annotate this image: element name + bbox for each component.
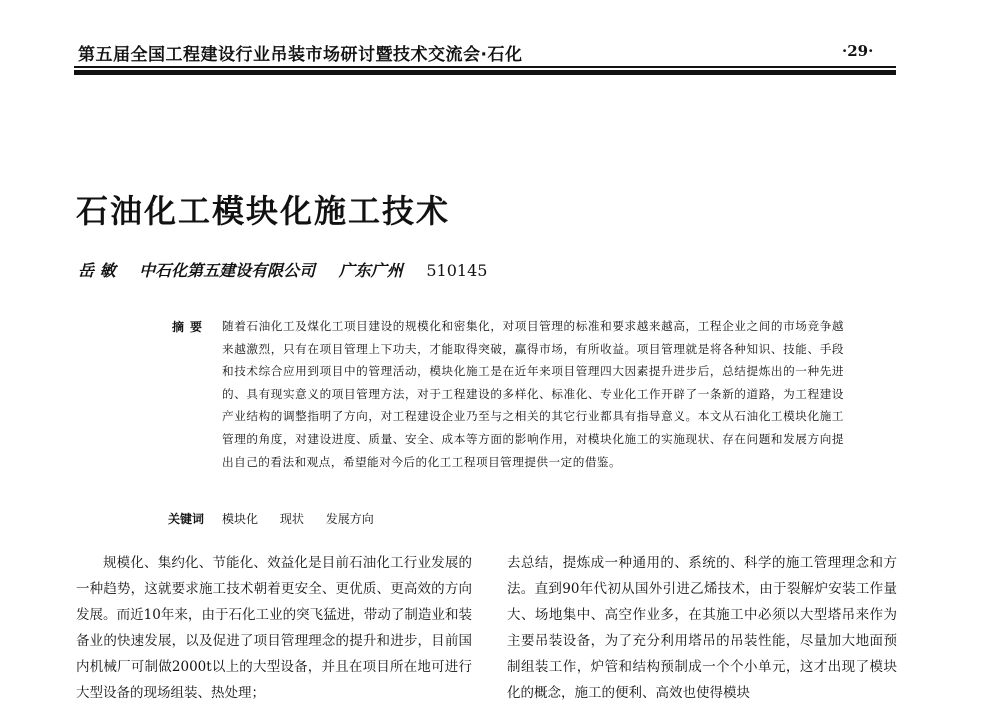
author-line — [78, 258, 505, 281]
page-number: ·29· — [842, 42, 874, 60]
keywords-label: 关键词 — [168, 512, 205, 526]
running-header: 第五届全国工程建设行业吊装市场研讨暨技术交流会·石化 — [78, 45, 523, 65]
author-affiliation: 中石化第五建设有限公司 — [139, 261, 316, 280]
keyword: 模块化 — [222, 512, 259, 526]
header-rule-thin — [74, 66, 896, 68]
abstract-text: 随着石油化工及煤化工项目建设的规模化和密集化，对项目管理的标准和要求越来越高，工程企业之间的市场竞争越来越激烈，只有在项目管理上下功夫，才能取得突破，赢得市场，有所收益。项目管理就是将各种知识、技能、手段和技术综合应用到项目中的管理活动，模块化施工是在近年来项目管理四大因素提升进步后，总结提炼出的一种先进的、具有现实意义的项目管理方法，对于工程建设的多样化、标准化、专业化工作开辟了一条新的道路，为工程建设产业结构的调整指明了方向，对工程建设企业乃至与之相关的其它行业都具有指导意义。本文从石油化工模块化施工管理的角度，对建设进度、质量、安全、成本等方面的影响作用，对模块化施工的实施现状、存在问题和发展方向提出自己的看法和观点，希望能对今后的化工工程项目管理提供一定的借鉴。 — [222, 319, 844, 469]
author-location: 广东广州 — [338, 261, 403, 280]
abstract-label: 摘要 — [172, 320, 209, 334]
keyword: 发展方向 — [325, 512, 374, 526]
keyword: 现状 — [279, 512, 304, 526]
body-left-column: 规模化、集约化、节能化、效益化是目前石油化工行业发展的一种趋势，这就要求施工技术朝着更安全、更优质、更高效的方向发展。而近10年来，由于石化工业的突飞猛进，带动了制造业和装备业的快速发展，以及促进了项目管理理念的提升和进步，目前国内机械厂可制做2000t以上的大型设备，并且在项目所在地可进行大型设备的现场组装、热处理； — [76, 555, 472, 701]
author-name: 岳 敏 — [78, 261, 116, 280]
body-right-column: 去总结，提炼成一种通用的、系统的、科学的施工管理理念和方法。直到90年代初从国外引进乙烯技术，由于裂解炉安装工作量大、场地集中、高空作业多，在其施工中必须以大型塔吊来作为主要吊装设备，为了充分利用塔吊的吊装性能，尽量加大地面预制组装工作，炉管和结构预制成一个个小单元，这才出现了模块化的概念，施工的便利、高效也使得模块 — [507, 555, 897, 701]
author-postcode: 510145 — [426, 261, 488, 280]
article-title: 石油化工模块化施工技术 — [76, 192, 451, 230]
header-rule-thick — [74, 70, 896, 75]
keywords-list — [222, 510, 392, 527]
